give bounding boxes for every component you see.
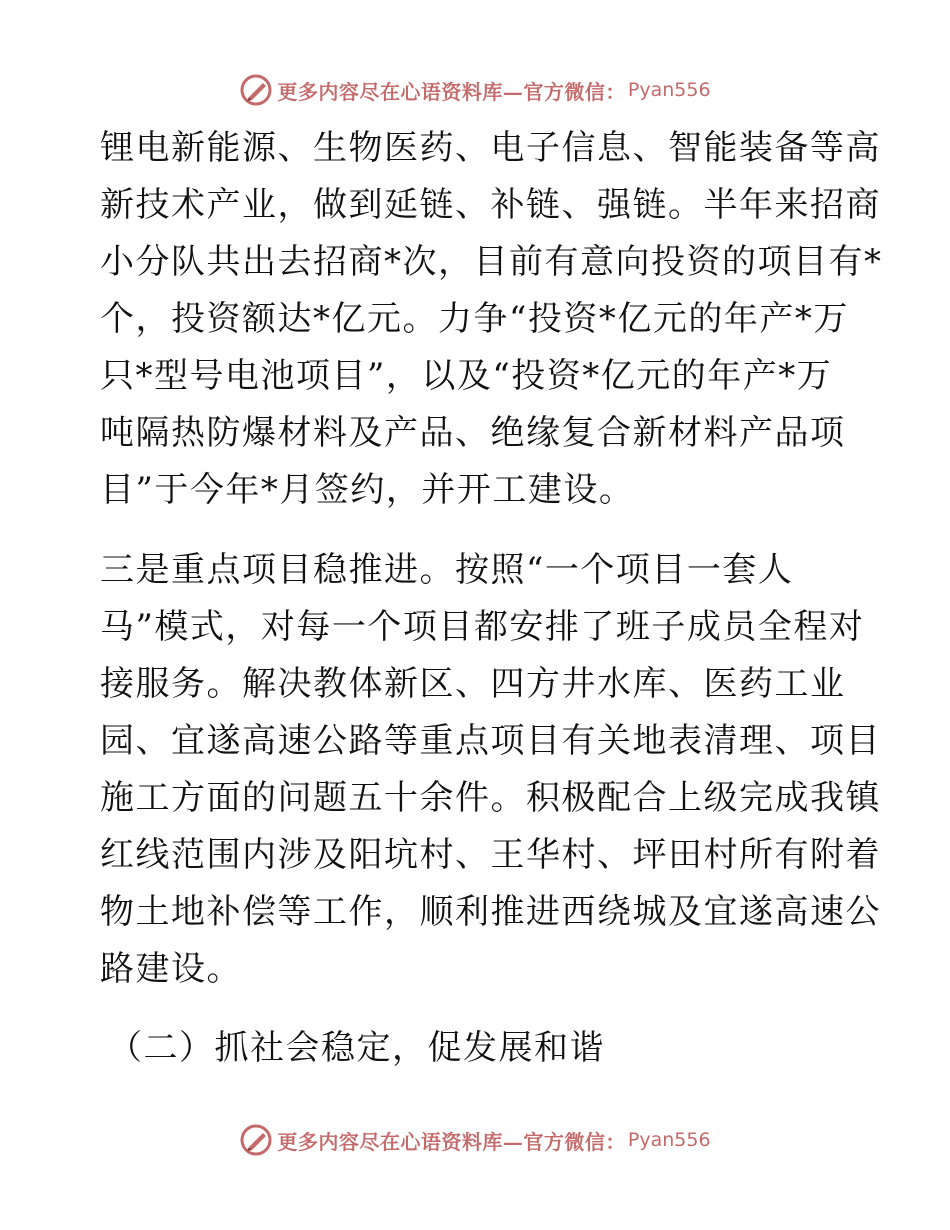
text-line: 物土地补偿等工作，顺利推进西绕城及宜遂高速公: [100, 892, 881, 932]
text-line: 路建设。: [100, 949, 242, 989]
text-line: 三是重点项目稳推进。按照“一个项目一套人: [100, 550, 794, 590]
text-line: 小分队共出去招商*次，目前有意向投资的项目有*: [100, 242, 883, 282]
text-line: 接服务。解决教体新区、四方井水库、医药工业: [100, 664, 846, 704]
watermark-footer: [0, 1122, 950, 1158]
text-line: 吨隔热防爆材料及产品、绝缘复合新材料产品项: [100, 413, 846, 453]
text-line: 马”模式，对每一个项目都安排了班子成员全程对: [100, 607, 865, 647]
watermark-header: [0, 72, 950, 108]
text-line: 目”于今年*月签约，并开工建设。: [100, 470, 635, 510]
watermark-text: 更多内容尽在心语资料库—官方微信：: [277, 1129, 626, 1154]
text-line: 红线范围内涉及阳坑村、王华村、坪田村所有附着: [100, 835, 881, 875]
watermark-text: 更多内容尽在心语资料库—官方微信：: [277, 79, 626, 104]
watermark-wechat-id: Pyan556: [627, 79, 711, 101]
pen-logo-icon: [239, 73, 273, 107]
text-line: 锂电新能源、生物医药、电子信息、智能装备等高: [100, 128, 881, 168]
text-line: 施工方面的问题五十余件。积极配合上级完成我镇: [100, 778, 881, 818]
text-line: 园、宜遂高速公路等重点项目有关地表清理、项目: [100, 721, 881, 761]
pen-logo-icon: [239, 1123, 273, 1157]
watermark-wechat-id: Pyan556: [627, 1129, 711, 1151]
section-heading: （二）抓社会稳定，促发展和谐: [108, 1028, 605, 1068]
text-line: 新技术产业，做到延链、补链、强链。半年来招商: [100, 185, 881, 225]
text-line: 个，投资额达*亿元。力争“投资*亿元的年产*万: [100, 299, 849, 339]
text-line: 只*型号电池项目”，以及“投资*亿元的年产*万: [100, 356, 833, 396]
